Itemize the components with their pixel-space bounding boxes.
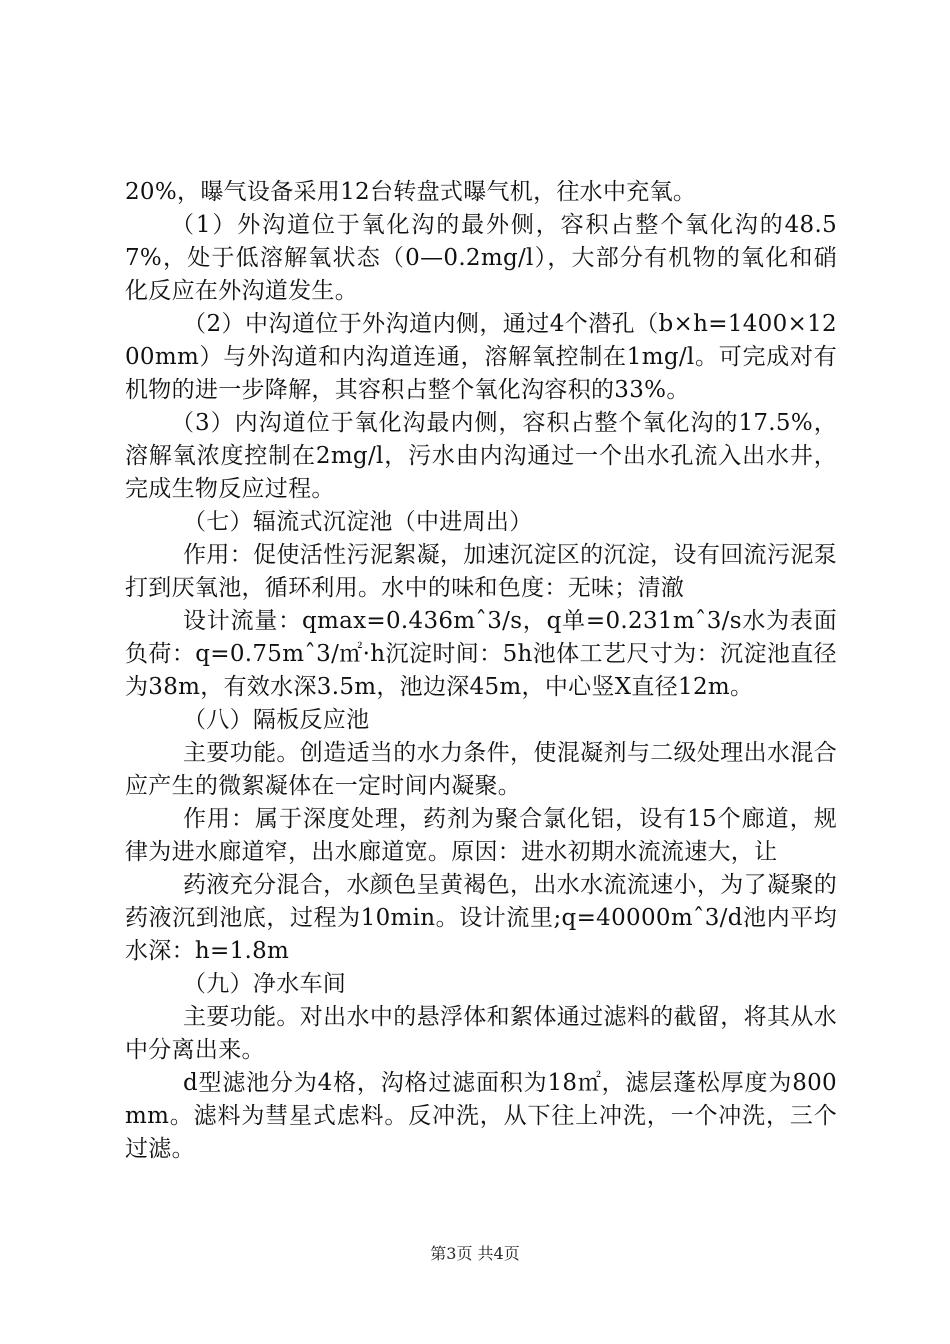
paragraph-clarifier-design: 设计流量：qmax=0.436mˆ3/s，q单=0.231mˆ3/s水为表面负荷：q=0.75mˆ3/㎡·h沉淀时间：5h池体工艺尺寸为：沉淀池直径为38m，有效水深3.5m，池边深45m，中心竖X直径12m。: [125, 608, 837, 700]
paragraph-aeration-equipment: 20%，曝气设备采用12台转盘式曝气机，往水中充氧。: [125, 179, 697, 205]
section-heading-radial-clarifier: （七）辐流式沉淀池（中进周出）: [183, 509, 533, 535]
section-heading-baffle-reactor: （八）隔板反应池: [183, 707, 370, 733]
paragraph-purification-function: 主要功能。对出水中的悬浮体和絮体通过滤料的截留，将其从水中分离出来。: [125, 1004, 837, 1063]
paragraph-inner-channel: （3）内沟道位于氧化沟最内侧，容积占整个氧化沟的17.5%，溶解氧浓度控制在2mg/l，污水由内沟通过一个出水孔流入出水井，完成生物反应过程。: [125, 410, 837, 502]
paragraph-outer-channel: （1）外沟道位于氧化沟的最外侧，容积占整个氧化沟的48.57%，处于低溶解氧状态（0—0.2mg/l），大部分有机物的氧化和硝化反应在外沟道发生。: [125, 212, 837, 304]
paragraph-baffle-continued: 药液充分混合，水颜色呈黄褐色，出水水流流速小，为了凝聚的药液沉到池底，过程为10min。设计流里;q=40000mˆ3/d池内平均水深：h=1.8m: [125, 872, 837, 964]
section-heading-water-purification: （九）净水车间: [183, 971, 347, 997]
paragraph-clarifier-function: 作用：促使活性污泥絮凝，加速沉淀区的沉淀，设有回流污泥泵打到厌氧池，循环利用。水中的味和色度：无味；清澈: [125, 542, 837, 601]
document-body: [125, 176, 837, 1166]
paragraph-baffle-main-function: 主要功能。创造适当的水力条件，使混凝剂与二级处理出水混合应产生的微絮凝体在一定时间内凝聚。: [125, 740, 837, 799]
paragraph-baffle-role: 作用：属于深度处理，药剂为聚合氯化铝，设有15个廊道，规律为进水廊道窄，出水廊道宽。原因：进水初期水流流速大，让: [125, 806, 837, 865]
paragraph-filter-description: d型滤池分为4格，沟格过滤面积为18㎡，滤层蓬松厚度为800mm。滤料为彗星式虑料。反冲洗，从下往上冲洗，一个冲洗，三个过滤。: [125, 1070, 837, 1162]
page-number-footer: 第3页 共4页: [430, 1244, 520, 1263]
paragraph-middle-channel: （2）中沟道位于外沟道内侧，通过4个潜孔（b×h=1400×1200mm）与外沟道和内沟道连通，溶解氧控制在1mg/l。可完成对有机物的进一步降解，其容积占整个氧化沟容积的33%。: [125, 311, 837, 403]
